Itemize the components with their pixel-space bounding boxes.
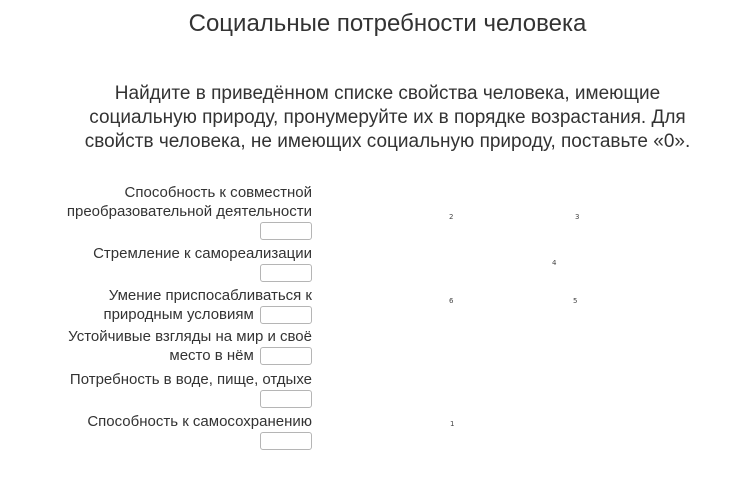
item-label: Умение приспосабливаться к природным условиям: [103, 287, 312, 323]
answer-input[interactable]: [260, 432, 312, 450]
item-label: Потребность в воде, пище, отдыхе: [69, 371, 312, 388]
answer-input[interactable]: [260, 306, 312, 324]
list-item: [40, 286, 312, 324]
list-item: [40, 412, 312, 450]
annotation-number: 6: [449, 297, 454, 305]
annotation-number: 1: [450, 420, 455, 428]
answer-input[interactable]: [260, 390, 312, 408]
list-item: [40, 183, 312, 240]
item-label: Способность к самосохранению: [87, 413, 312, 430]
task-instruction: Найдите в приведённом списке свойства человека, имеющие социальную природу, пронумеруйте их в порядке возрастания. Для свойств человека, не имеющих социальную природу, поставьте «0».: [84, 83, 691, 152]
answer-input[interactable]: [260, 264, 312, 282]
list-item: [40, 244, 312, 282]
item-label: Стремление к самореализации: [93, 245, 312, 262]
annotation-number: 5: [573, 297, 578, 305]
annotation-number: 4: [552, 259, 557, 267]
answer-input[interactable]: [260, 222, 312, 240]
list-item: [40, 327, 312, 365]
item-label: Способность к совместной преобразовательной деятельности: [66, 184, 312, 220]
annotation-number: 2: [449, 213, 454, 221]
page-title: Социальные потребности человека: [188, 10, 587, 37]
item-label: Устойчивые взгляды на мир и своё место в нём: [68, 328, 312, 364]
annotation-number: 3: [575, 213, 580, 221]
answer-input[interactable]: [260, 347, 312, 365]
list-item: [40, 370, 312, 408]
